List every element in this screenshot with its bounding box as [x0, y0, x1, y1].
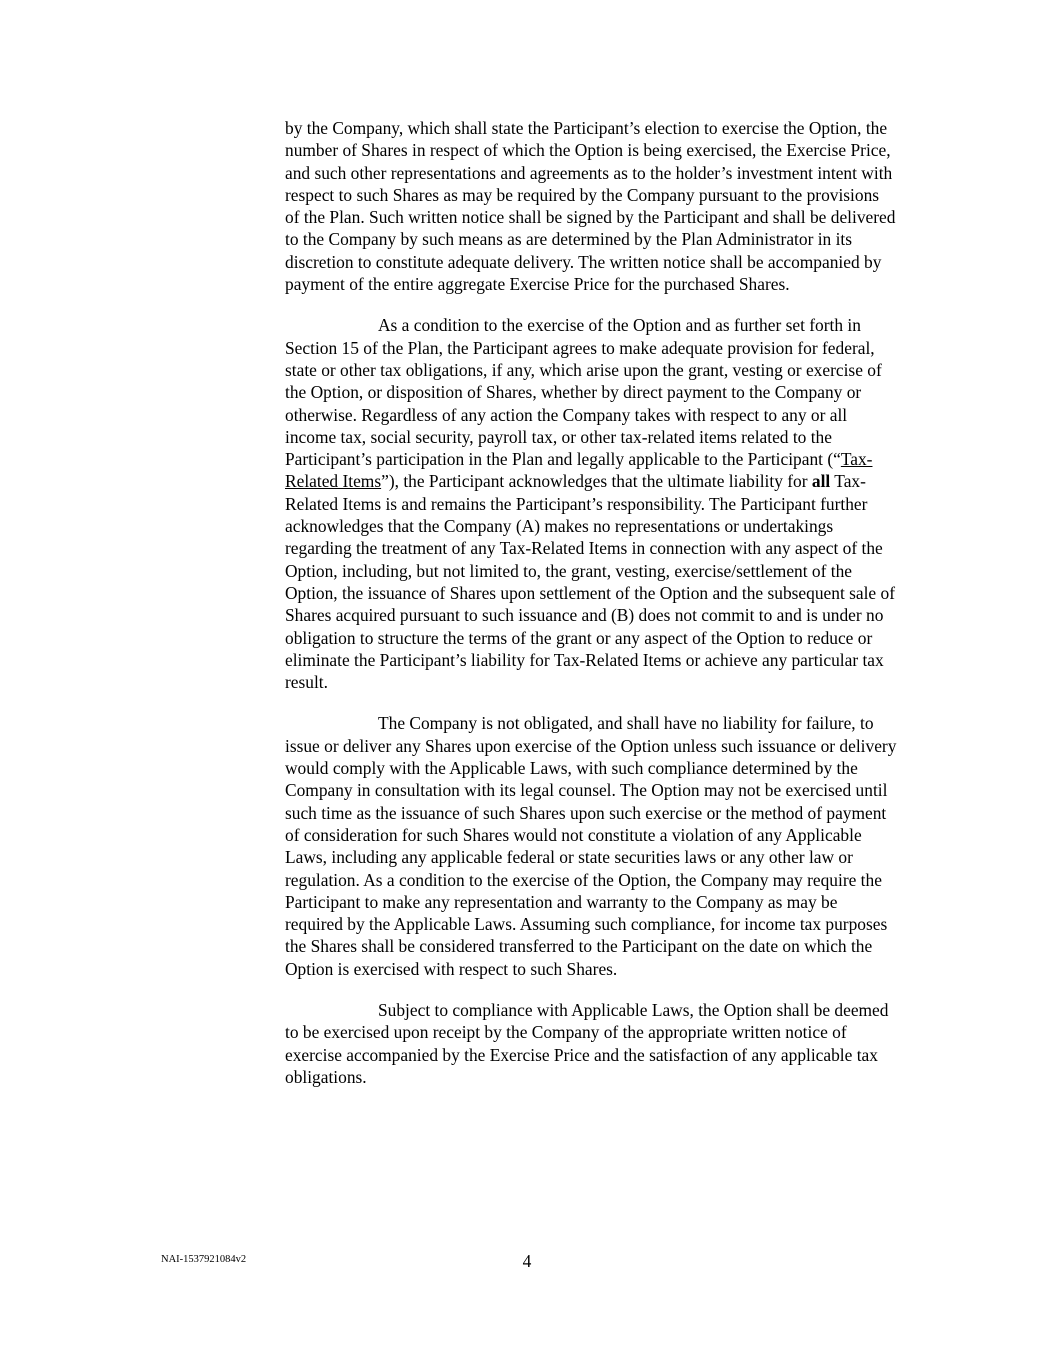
paragraph-compliance [285, 712, 897, 980]
page-number: 4 [522, 1251, 532, 1271]
defined-term-tax-related-items: Tax-Related Items [285, 449, 873, 492]
emphasis-all: all [811, 471, 831, 492]
paragraph-text: ”), the Participant acknowledges that the ultimate liability for [381, 471, 812, 492]
paragraph-deemed-exercise [285, 999, 897, 1088]
paragraph-text: The Company is not obligated, and shall have no liability for failure, to issue or deliver any Shares upon exercise of the Option unless such issuance or delivery would comply with the Applicable Laws, with such compliance determined by the Company in consultation with its legal counsel. The Option may not be exercised until such time as the issuance of such Shares upon such exercise or the method of payment of consideration for such Shares would not constitute a violation of any Applicable Laws, including any applicable federal or state securities laws or any other law or regulation. As a condition to the exercise of the Option, the Company may require the Participant to make any representation and warranty to the Company as may be required by the Applicable Laws. Assuming such compliance, for income tax purposes the Shares shall be considered transferred to the Participant on the date on which the Option is exercised with respect to such Shares. [285, 713, 897, 979]
paragraph-exercise-notice [285, 117, 897, 295]
paragraph-text: Subject to compliance with Applicable Laws, the Option shall be deemed to be exercised upon receipt by the Company of the appropriate written notice of exercise accompanied by the Exercise Price and the satisfaction of any applicable tax obligations. [285, 999, 889, 1087]
paragraph-text: As a condition to the exercise of the Option and as further set forth in Section 15 of the Plan, the Participant agrees to make adequate provision for federal, state or other tax obligations, if any, which arise upon the grant, vesting or exercise of the Option, or disposition of Shares, whether by direct payment to the Company or otherwise. Regardless of any action the Company takes with respect to any or all income tax, social security, payroll tax, or other tax-related items related to the Participant’s participation in the Plan and legally applicable to the Participant (“ [285, 315, 882, 470]
paragraph-text: by the Company, which shall state the Participant’s election to exercise the Option, the number of Shares in respect of which the Option is being exercised, the Exercise Price, and such other representations and agreements as to the holder’s investment intent with respect to such Shares as may be required by the Company pursuant to the provisions of the Plan. Such written notice shall be signed by the Participant and shall be delivered to the Company by such means as are determined by the Plan Administrator in its discretion to constitute adequate delivery. The written notice shall be accompanied by payment of the entire aggregate Exercise Price for the purchased Shares. [285, 118, 896, 295]
footer-document-id: NAI-1537921084v2 [161, 1254, 247, 1265]
body-text [285, 117, 897, 1107]
paragraph-tax-obligations [285, 314, 897, 693]
paragraph-text: Tax-Related Items is and remains the Participant’s responsibility. The Participant further acknowledges that the Company (A) makes no representations or undertakings regarding the treatment of any Tax-Related Items in connection with any aspect of the Option, including, but not limited to, the grant, vesting, exercise/settlement of the Option, the issuance of Shares upon settlement of the Option and the subsequent sale of Shares acquired pursuant to such issuance and (B) does not commit to and is under no obligation to structure the terms of the grant or any aspect of the Option to reduce or eliminate the Participant’s liability for Tax-Related Items or achieve any particular tax result. [285, 471, 895, 693]
